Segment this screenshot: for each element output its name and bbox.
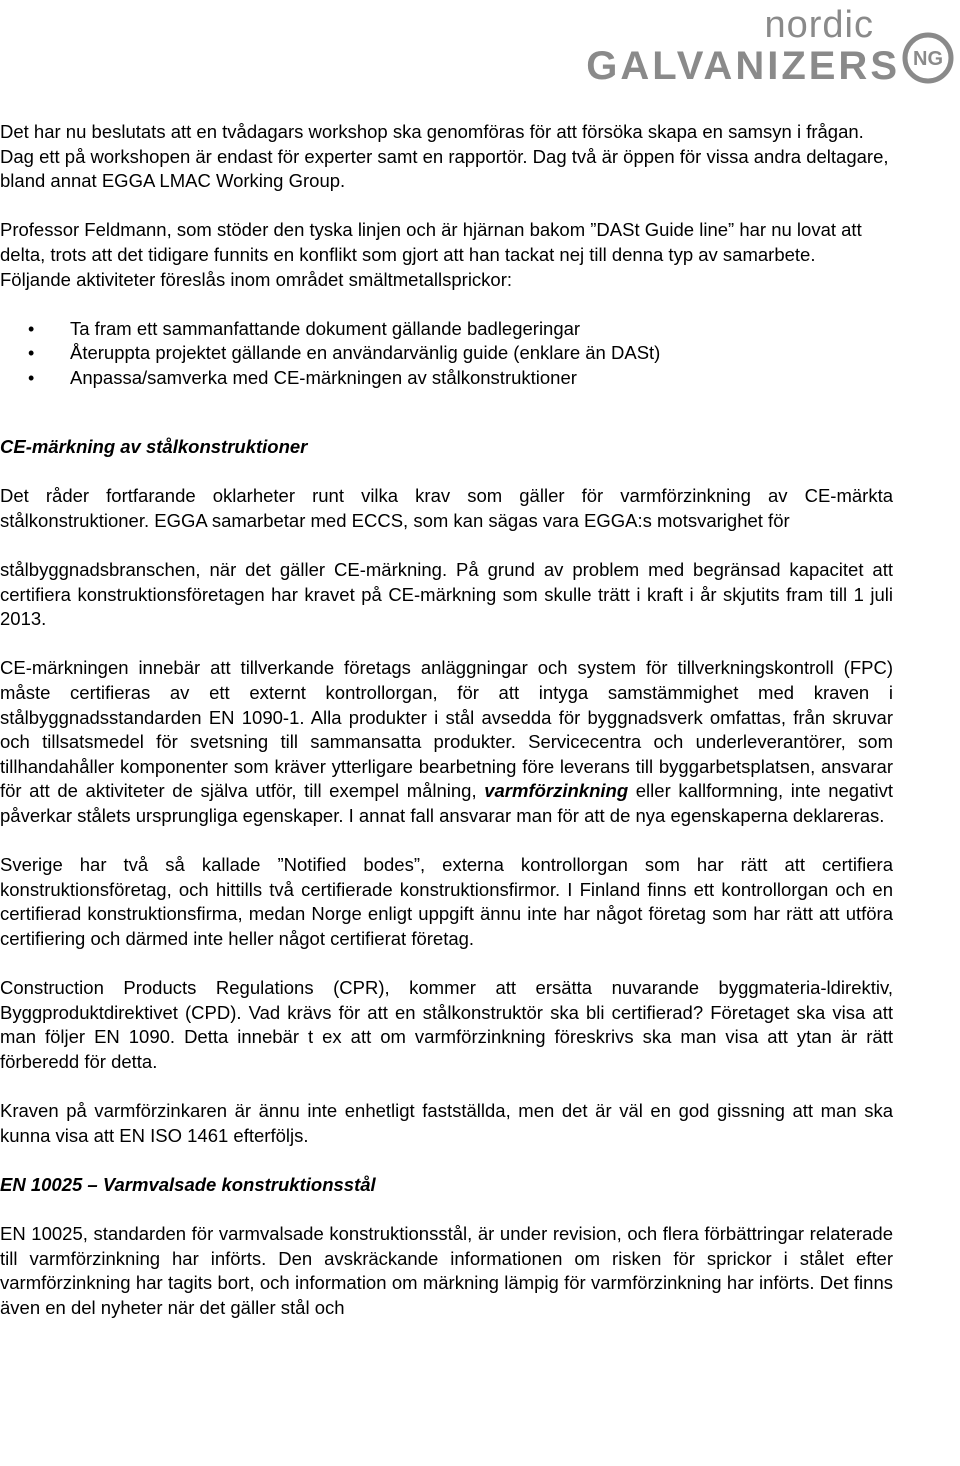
paragraph: Construction Products Regulations (CPR), kommer att ersätta nuvarande byggmateria-ldirektiv, Byggproduktdirektivet (CPD). Vad krävs för att en stålkonstruktör ska bli certifierad? Företaget ska visa att man följer EN 1090. Detta innebär t ex att om varmförzinkning föreskrivs ska man visa att ytan är rätt förberedd för detta. [0,977,893,1072]
section-heading-en10025: EN 10025 – Varmvalsade konstruktionsstål [0,1173,376,1195]
paragraph: Kraven på varmförzinkaren är ännu inte enhetligt fastställda, men det är väl en god gissning att man ska kunna visa att EN ISO 1461 efterföljs. [0,1100,893,1146]
paragraph: Det har nu beslutats att en tvådagars workshop ska genomföras för att försöka skapa en samsyn i frågan. Dag ett på workshopen är endast för experter samt en rapportör. Dag två är öppen för vissa andra deltagare, bland annat EGGA LMAC Working Group. [0,121,889,192]
logo-text-galvanizers: GALVANIZERS [586,44,900,88]
list-item: • Återuppta projektet gällande en användarvänlig guide (enklare än DASt) [70,341,893,366]
list-item: • Anpassa/samverka med CE-märkningen av stålkonstruktioner [70,366,893,391]
activity-list [0,317,893,391]
svg-text:NG: NG [913,48,943,70]
paragraph: CE-märkningen innebär att tillverkande företags anläggningar och system för tillverkningskontroll (FPC) måste certifieras av ett externt kontrollorgan, för att intyga samstämmighet med kraven i stålbyggnadsstandarden EN 1090-1. Alla produkter i stål avsedda för byggnadsverk omfattas, från skruvar och tillsatsmedel för svetsning till sammansatta produkter. Servicecentra och underleverantörer, som tillhandahåller komponenter som kräver ytterligare bearbetning före leverans till byggarbetsplatsen, ansvarar för att de aktiviteter de själva utför, till exempel målning, varmförzinkning eller kallformning, inte negativt påverkar stålets ursprungliga egenskaper. I annat fall ansvarar man för att de nya egenskaperna deklareras. [0,657,894,827]
document-body [0,120,893,1321]
paragraph: EN 10025, standarden för varmvalsade konstruktionsstål, är under revision, och flera förbättringar relaterade till varmförzinkning har införts. Den avskräckande informationen om risken för sprickor i stålet efter varmförzinkning har tagits bort, och information om märkning lämpig för varmförzinkning har införts. Det finns även en del nyheter när det gäller stål och [0,1223,893,1318]
paragraph: stålbyggnadsbranschen, när det gäller CE-märkning. På grund av problem med begränsad kapacitet att certifiera konstruktionsföretagen har kravet på CE-märkning som skulle trätt i kraft i år skjutits fram till 1 juli 2013. [0,559,893,630]
logo-text-nordic: nordic [764,4,874,46]
paragraph: Sverige har två så kallade ”Notified bodes”, externa kontrollorgan som har rätt att certifiera konstruktionsföretag, och hittills två certifierade konstruktionsfirmor. I Finland finns ett kontrollorgan och en certifierad konstruktionsfirma, medan Norge enligt uppgift ännu inte har något företag som har rätt att utföra certifiering och därmed inte heller något certifierat företag. [0,854,893,949]
paragraph: Professor Feldmann, som stöder den tyska linjen och är hjärnan bakom ”DASt Guide line” har nu lovat att delta, trots att det tidigare funnits en konflikt som gjort att han tackat nej till denna typ av samarbete. [0,219,862,265]
list-item: • Ta fram ett sammanfattande dokument gällande badlegeringar [70,317,893,342]
emphasis-text: varmförzinkning [484,780,629,802]
section-heading-ce: CE-märkning av stålkonstruktioner [0,436,308,458]
paragraph: Det råder fortfarande oklarheter runt vilka krav som gäller för varmförzinkning av CE-märkta stålkonstruktioner. EGGA samarbetar med ECCS, som kan sägas vara EGGA:s motsvarighet för [0,485,893,531]
company-logo [544,4,954,90]
logo-badge-icon [902,32,954,84]
paragraph: Följande aktiviteter föreslås inom området smältmetallsprickor: [0,268,513,290]
